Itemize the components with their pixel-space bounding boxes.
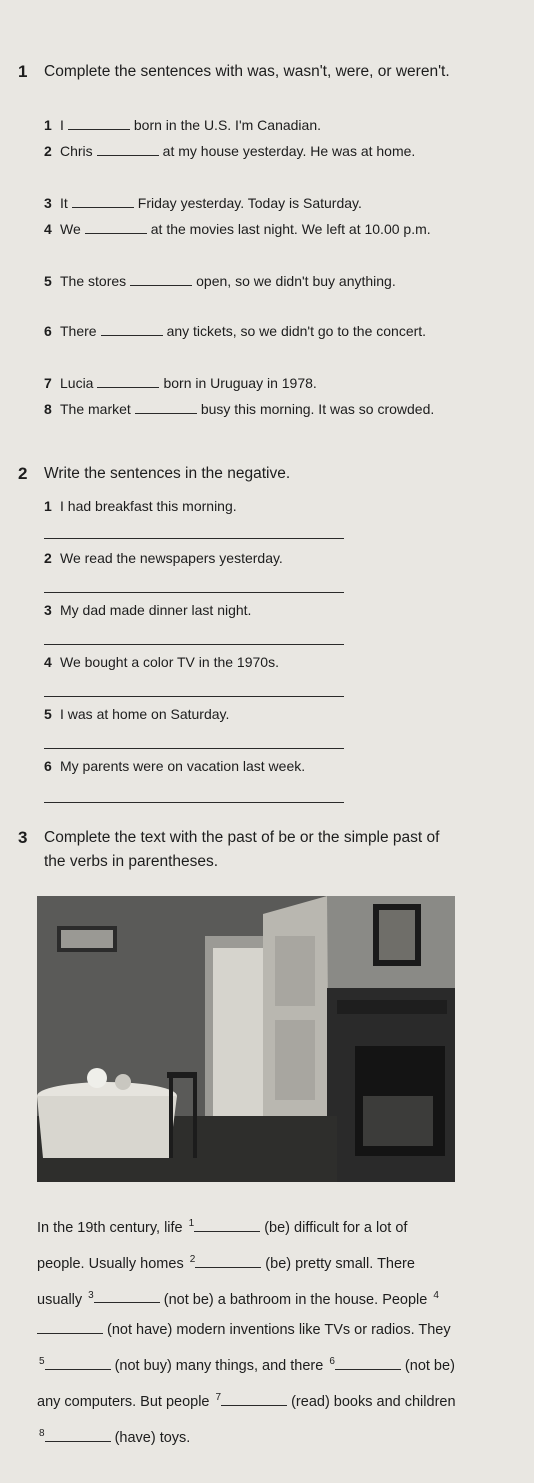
item-text: We bought a color TV in the 1970s.	[60, 654, 279, 670]
item-subject: The stores	[60, 273, 127, 289]
item-text: My dad made dinner last night.	[60, 602, 252, 618]
item-number: 1	[44, 117, 52, 133]
ex2-item-5	[44, 704, 229, 724]
item-subject: Chris	[60, 143, 93, 159]
answer-line[interactable]	[44, 644, 344, 645]
item-rest: at the movies last night. We left at 10.00 p.m.	[150, 221, 431, 237]
text-segment: (not be) any computers. But people	[37, 1358, 455, 1411]
blank[interactable]	[85, 219, 147, 234]
blank[interactable]	[130, 271, 192, 286]
text-segment: (have) toys.	[114, 1429, 191, 1446]
text-segment: (not be) a bathroom in the house.	[163, 1291, 379, 1308]
exercise-2-number: 2	[18, 464, 28, 483]
exercise-1-number: 1	[18, 62, 28, 81]
item-number: 7	[44, 375, 52, 391]
answer-line[interactable]	[44, 592, 344, 593]
ex2-item-6	[44, 756, 305, 776]
blank-number: 3	[88, 1289, 94, 1301]
blank[interactable]	[72, 193, 134, 208]
item-subject: It	[60, 195, 68, 211]
blank[interactable]	[45, 1355, 111, 1370]
blank[interactable]	[37, 1319, 103, 1334]
item-subject: I	[60, 117, 64, 133]
answer-line[interactable]	[44, 802, 344, 803]
text-segment: (not buy) many things, and there	[114, 1358, 324, 1375]
ex1-item-5	[44, 270, 444, 292]
item-text: I was at home on Saturday.	[60, 706, 230, 722]
blank[interactable]	[97, 141, 159, 156]
ex2-item-2	[44, 548, 283, 568]
blank[interactable]	[135, 399, 197, 414]
blank-number: 6	[329, 1356, 335, 1368]
text-segment: (be) difficult for a lot of people.	[37, 1219, 408, 1272]
item-rest: open, so we didn't buy anything.	[196, 273, 396, 289]
ex1-item-2	[44, 140, 444, 162]
item-subject: There	[60, 323, 97, 339]
ex1-item-7	[44, 372, 444, 394]
item-number: 6	[44, 323, 52, 339]
blank[interactable]	[195, 1253, 261, 1268]
item-text: My parents were on vacation last week.	[60, 758, 306, 774]
text-segment: They	[418, 1322, 451, 1339]
ex2-item-4	[44, 652, 279, 672]
item-rest: Friday yesterday. Today is Saturday.	[137, 195, 362, 211]
exercise-3-number: 3	[18, 828, 28, 847]
item-number: 3	[44, 602, 52, 618]
ex1-item-3	[44, 192, 444, 214]
blank-number: 7	[215, 1392, 222, 1404]
answer-line[interactable]	[44, 748, 344, 749]
answer-line[interactable]	[44, 538, 344, 539]
exercise-2-title: Write the sentences in the negative.	[44, 465, 291, 482]
blank[interactable]	[94, 1288, 160, 1303]
text-segment: (not have) modern inventions like TVs or radios.	[107, 1322, 415, 1339]
text-segment: (read) books and children	[291, 1394, 456, 1411]
item-rest: born in the U.S. I'm Canadian.	[133, 117, 321, 133]
exercise-1-title: Complete the sentences with was, wasn't, were, or weren't.	[44, 63, 450, 80]
blank-number: 8	[39, 1428, 45, 1440]
item-number: 3	[44, 195, 52, 211]
blank[interactable]	[335, 1355, 401, 1370]
item-number: 1	[44, 498, 52, 514]
item-rest: at my house yesterday. He was at home.	[162, 143, 416, 159]
item-rest: busy this morning. It was so crowded.	[200, 401, 435, 417]
ex1-item-8	[44, 398, 444, 420]
item-subject: We	[60, 221, 81, 237]
item-text: I had breakfast this morning.	[60, 498, 237, 514]
blank[interactable]	[221, 1391, 287, 1406]
item-number: 8	[44, 401, 52, 417]
blank-number: 2	[189, 1253, 196, 1265]
item-subject: The market	[60, 401, 131, 417]
blank[interactable]	[101, 321, 163, 336]
item-rest: any tickets, so we didn't go to the concert.	[166, 323, 427, 339]
blank[interactable]	[45, 1427, 111, 1442]
blank-number: 4	[433, 1289, 439, 1301]
ex1-item-4	[44, 218, 444, 240]
text-segment: In the 19th century, life	[37, 1219, 183, 1236]
item-number: 2	[44, 143, 52, 159]
blank[interactable]	[194, 1217, 260, 1232]
exercise-3-text	[37, 1208, 457, 1454]
item-number: 4	[44, 221, 52, 237]
item-number: 4	[44, 654, 52, 670]
blank[interactable]	[68, 115, 130, 130]
item-text: We read the newspapers yesterday.	[60, 550, 283, 566]
ex2-item-1	[44, 496, 237, 516]
item-subject: Lucia	[60, 375, 94, 391]
ex1-item-6	[44, 320, 444, 342]
ex1-item-1	[44, 114, 444, 136]
blank[interactable]	[97, 373, 159, 388]
text-segment: (be) pretty small.	[265, 1255, 374, 1272]
ex2-item-3	[44, 600, 251, 620]
blank-number: 5	[39, 1356, 45, 1368]
text-segment: People	[382, 1291, 428, 1308]
exercise-3-title: Complete the text with the past of be or the simple past of the verbs in parentheses.	[44, 829, 440, 870]
answer-line[interactable]	[44, 696, 344, 697]
item-number: 6	[44, 758, 52, 774]
item-number: 5	[44, 273, 52, 289]
item-number: 5	[44, 706, 52, 722]
item-rest: born in Uruguay in 1978.	[163, 375, 317, 391]
room-photo	[37, 896, 455, 1182]
blank-number: 1	[188, 1218, 195, 1229]
text-segment: There usually	[37, 1255, 415, 1308]
item-number: 2	[44, 550, 52, 566]
text-segment: Usually homes	[88, 1255, 184, 1272]
